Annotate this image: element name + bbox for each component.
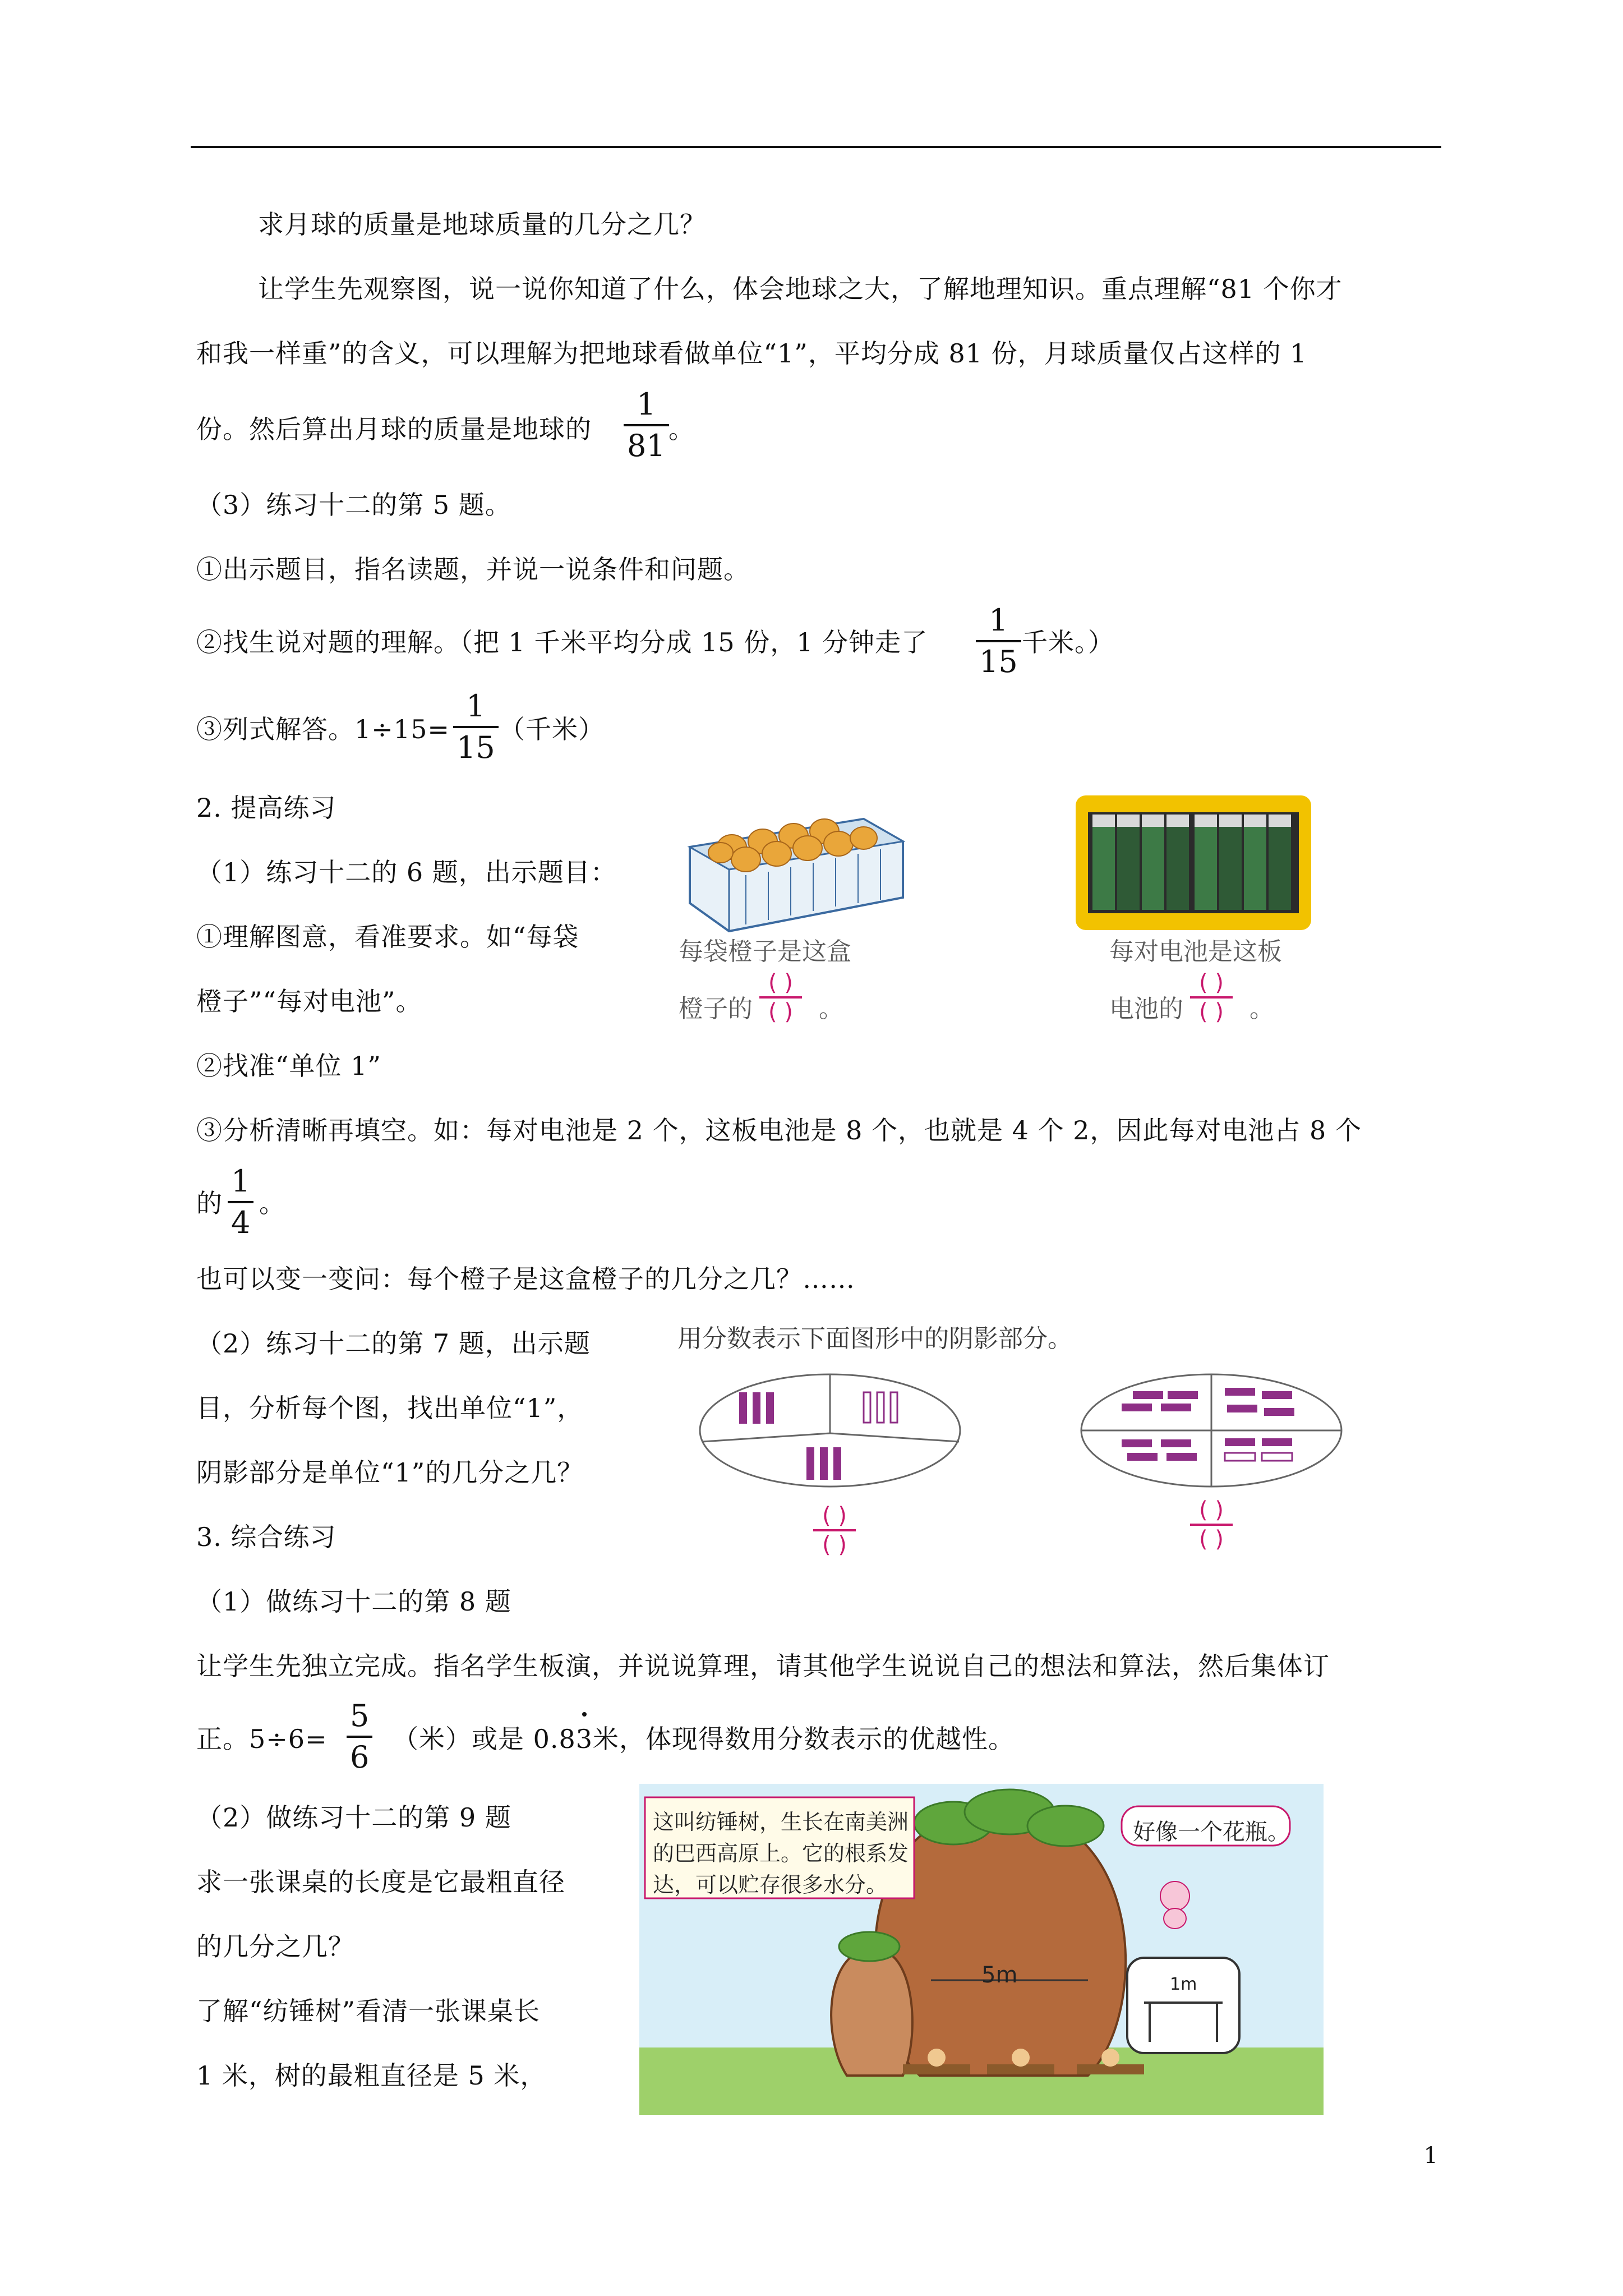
- fraction-numerator: 1: [466, 688, 486, 724]
- fraction-denominator: 15: [979, 644, 1018, 679]
- answer-blank: [1190, 1498, 1233, 1552]
- text-line: （3）练习十二的第 5 题。: [196, 490, 511, 520]
- text-line: 让学生先观察图，说一说你知道了什么，体会地球之大，了解地理知识。重点理解“81 个你才: [258, 274, 1343, 304]
- text-line: ②找准“单位 1”: [196, 1051, 381, 1081]
- text-line: 求月球的质量是地球质量的几分之几？: [258, 209, 706, 240]
- text-line: 让学生先独立完成。指名学生板演，并说说算理，请其他学生说说自己的想法和算法，然后集体订: [196, 1651, 1330, 1681]
- text-line: 目，分析每个图，找出单位“1”，: [196, 1393, 584, 1423]
- answer-blank: [759, 970, 802, 1024]
- fraction-answer: [453, 689, 499, 765]
- section-heading: 2. 提高练习: [196, 793, 336, 823]
- text-line: 千米。）: [1022, 627, 1114, 657]
- tree-info-note: [653, 1806, 909, 1901]
- text-line: 的几分之几？: [196, 1931, 354, 1962]
- text-line: 了解“纺锤树”看清一张课桌长: [196, 1996, 541, 2026]
- fraction-division: [347, 1699, 372, 1775]
- ellipse-four-parts: [1077, 1369, 1346, 1492]
- tree-diameter-label: 5m: [981, 1962, 1018, 1988]
- text-line: ③列式解答。1÷15=: [196, 714, 450, 744]
- ellipse-three-parts-figure: [695, 1369, 965, 1492]
- text-line: （千米）: [499, 714, 605, 744]
- text-line: 的: [196, 1188, 223, 1218]
- text-line: ①出示题目，指名读题，并说一说条件和问题。: [196, 554, 750, 585]
- desk-length-label: 1m: [1170, 1975, 1197, 1994]
- blank-numerator: ( ): [768, 970, 793, 996]
- orange-caption-line1: 每袋橙子是这盒: [679, 937, 851, 966]
- blank-denominator: ( ): [1199, 999, 1224, 1025]
- shading-title: 用分数表示下面图形中的阴影部分。: [677, 1324, 1072, 1353]
- text-line: （1）做练习十二的第 8 题: [196, 1586, 511, 1617]
- blank-denominator: ( ): [768, 999, 793, 1025]
- battery-caption-line2: 电池的: [1109, 995, 1183, 1023]
- text-line: ②找生说对题的理解。（把 1 千米平均分成 15 份，1 分钟走了: [196, 627, 928, 657]
- speech-bubble: 好像一个花瓶。: [1133, 1819, 1290, 1845]
- repeating-decimal-dot: [582, 1712, 587, 1717]
- battery-caption-line1: 每对电池是这板: [1109, 937, 1282, 966]
- ellipse-three-parts: [695, 1369, 965, 1492]
- text-line: （1）练习十二的 6 题，出示题目：: [196, 857, 617, 887]
- fraction-denominator: 6: [350, 1740, 370, 1775]
- text-line: 1 米，树的最粗直径是 5 米，: [196, 2060, 547, 2091]
- fraction-numerator: 1: [989, 602, 1008, 638]
- text-line: （2）做练习十二的第 9 题: [196, 1802, 511, 1833]
- section-heading: 3. 综合练习: [196, 1522, 336, 1552]
- fraction-denominator: 4: [231, 1205, 251, 1240]
- text-line: 阴影部分是单位“1”的几分之几？: [196, 1457, 584, 1488]
- fraction-walk: [976, 603, 1021, 679]
- text-line: ③分析清晰再填空。如：每对电池是 2 个，这板电池是 8 个，也就是 4 个 2，因此每对电池占 8 个: [196, 1115, 1362, 1145]
- orange-box-figure: [679, 797, 914, 942]
- blank-numerator: ( ): [822, 1503, 847, 1529]
- blank-numerator: ( ): [1199, 970, 1224, 996]
- header-rule: [191, 146, 1441, 148]
- fraction-numerator: 1: [231, 1163, 251, 1199]
- tree-note-line: 达，可以贮存很多水分。: [653, 1872, 888, 1897]
- blank-denominator: ( ): [1199, 1526, 1224, 1552]
- fraction-numerator: 5: [350, 1698, 370, 1733]
- fraction-denominator: 15: [457, 730, 495, 765]
- answer-blank: [1190, 970, 1233, 1024]
- blank-numerator: ( ): [1199, 1497, 1224, 1523]
- blank-denominator: ( ): [822, 1532, 847, 1558]
- text-line: 份。然后算出月球的质量是地球的: [196, 414, 592, 444]
- text-line: 求一张课桌的长度是它最粗直径: [196, 1867, 565, 1897]
- text-line: 和我一样重”的含义，可以理解为把地球看做单位“1”，平均分成 81 份，月球质量仅占这样的 1: [196, 338, 1307, 369]
- caption-period: 。: [819, 995, 843, 1023]
- fraction-battery: [228, 1164, 253, 1240]
- answer-blank: [813, 1503, 856, 1557]
- text-line: 。: [259, 1188, 285, 1218]
- orange-box-illustration: [679, 797, 914, 942]
- fraction-denominator: 81: [627, 428, 666, 463]
- page-number: 1: [1423, 2143, 1438, 2169]
- fraction-numerator: 1: [637, 386, 656, 422]
- caption-period: 。: [1249, 995, 1274, 1023]
- text-line: 正。5÷6=: [196, 1724, 328, 1754]
- text-line: 也可以变一变问：每个橙子是这盒橙子的几分之几？……: [196, 1264, 855, 1294]
- ellipse-four-parts-figure: [1077, 1369, 1346, 1492]
- orange-caption-line2: 橙子的: [679, 995, 753, 1023]
- text-line: ①理解图意，看准要求。如“每袋: [196, 922, 579, 952]
- tree-note-line: 的巴西高原上。它的根系发: [653, 1841, 909, 1866]
- battery-pack-figure: [1076, 795, 1311, 930]
- text-line: 。: [668, 414, 695, 444]
- fraction-moon: [624, 387, 669, 463]
- battery-pack-illustration: [1076, 795, 1311, 930]
- text-line: 橙子”“每对电池”。: [196, 986, 422, 1016]
- tree-note-line: 这叫纺锤树，生长在南美洲: [653, 1810, 909, 1834]
- text-line: （2）练习十二的第 7 题，出示题: [196, 1328, 591, 1359]
- text-line: （米）或是 0.83米，体现得数用分数表示的优越性。: [393, 1724, 1015, 1754]
- spindle-tree-figure: [639, 1784, 1324, 2115]
